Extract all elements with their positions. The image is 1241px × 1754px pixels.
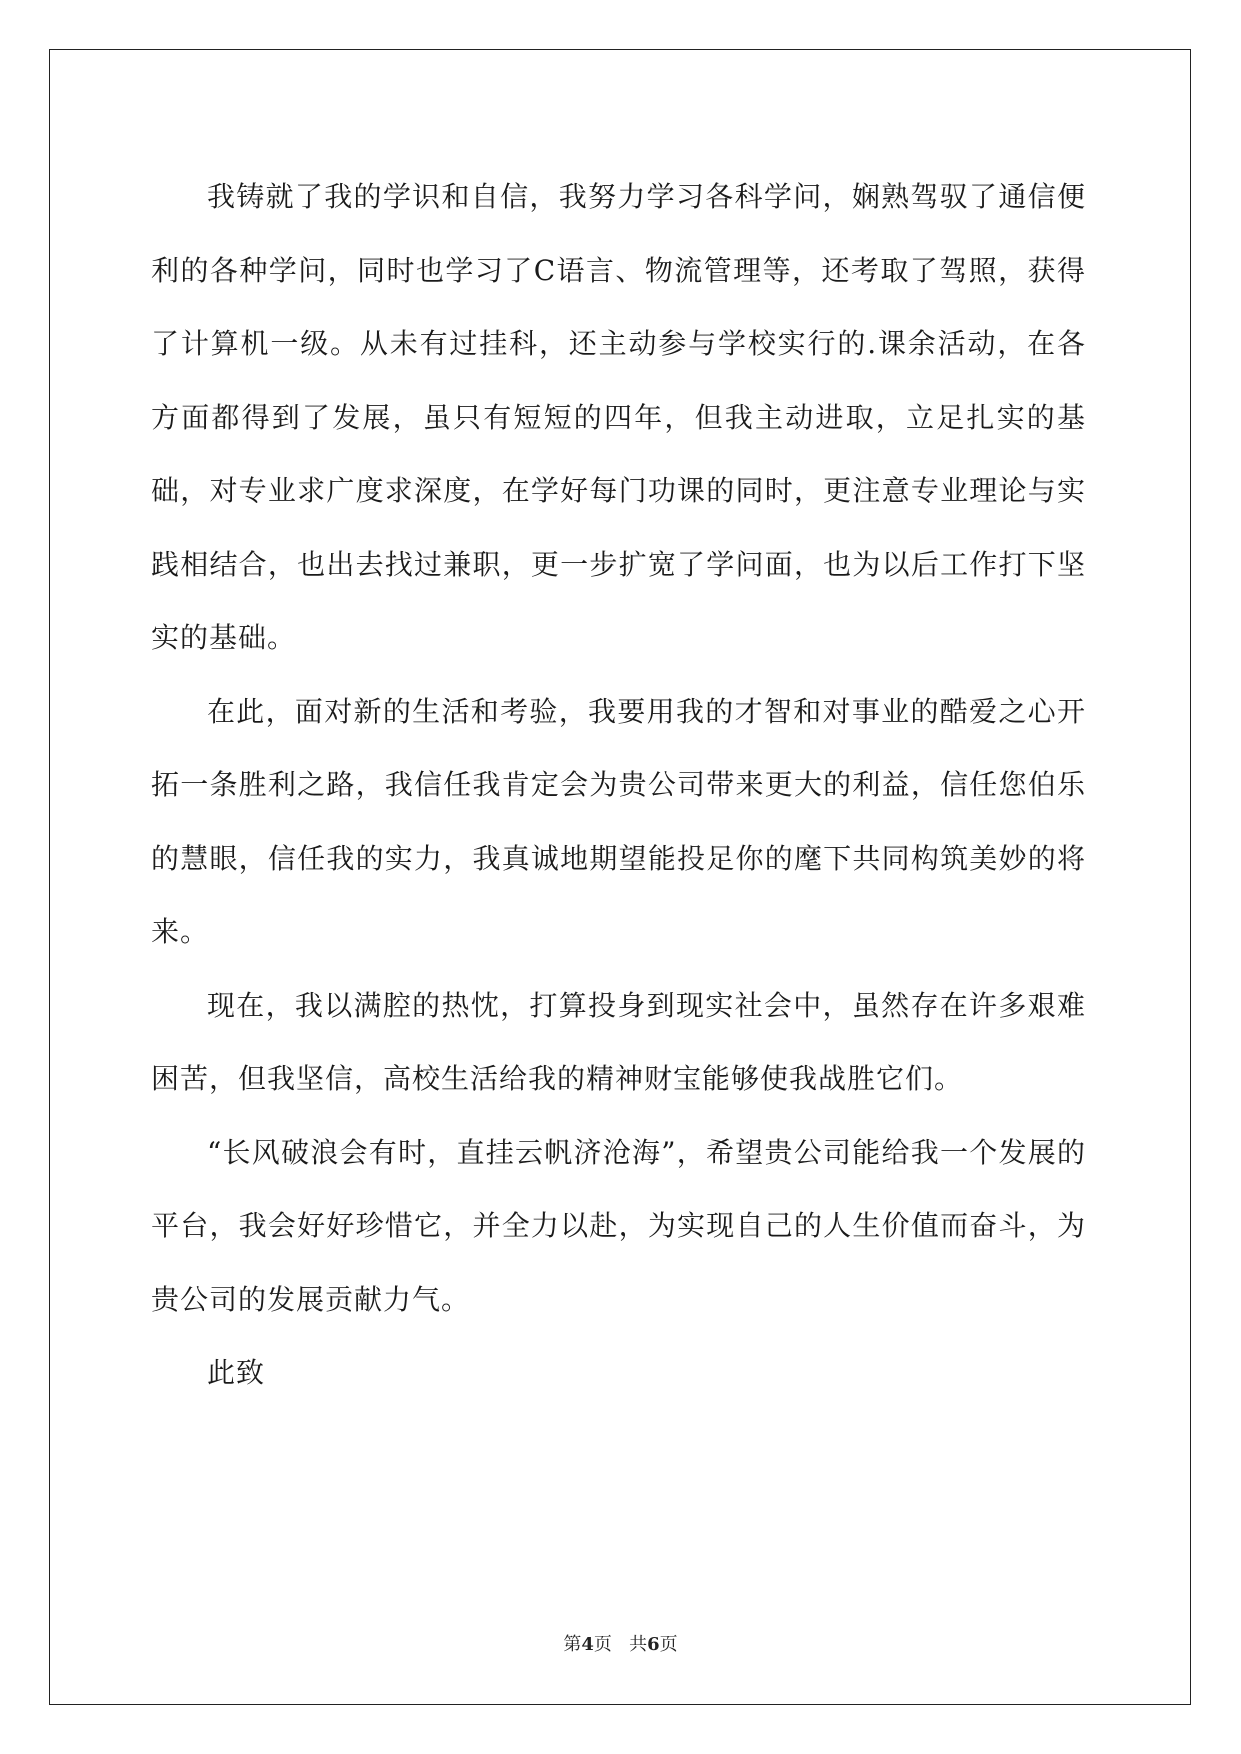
total-pages-number: 6 bbox=[647, 1634, 660, 1655]
footer-total-suffix: 页 bbox=[659, 1634, 678, 1655]
paragraph-2: 在此，面对新的生活和考验，我要用我的才智和对事业的酷爱之心开拓一条胜利之路，我信任我肯定会为贵公司带来更大的利益，信任您伯乐的慧眼，信任我的实力，我真诚地期望能投足你的麾下共同构筑美妙的将来。 bbox=[151, 694, 1086, 948]
footer-prefix: 第 bbox=[563, 1634, 582, 1655]
paragraph-4: “长风破浪会有时，直挂云帆济沧海”，希望贵公司能给我一个发展的平台，我会好好珍惜它，并全力以赴，为实现自己的人生价值而奋斗，为贵公司的发展贡献力气。 bbox=[151, 1135, 1086, 1316]
paragraph-1: 我铸就了我的学识和自信，我努力学习各科学问，娴熟驾驭了通信便利的各种学问，同时也学习了C语言、物流管理等，还考取了驾照，获得了计算机一级。从未有过挂科，还主动参与学校实行的.课余活动，在各方面都得到了发展，虽只有短短的四年，但我主动进取，立足扎实的基础，对专业求广度求深度，在学好每门功课的同时，更注意专业理论与实践相结合，也出去找过兼职，更一步扩宽了学问面，也为以后工作打下坚实的基础。 bbox=[151, 180, 1086, 654]
page-footer bbox=[0, 1630, 1241, 1656]
closing-salutation: 此致 bbox=[207, 1356, 266, 1389]
document-body bbox=[151, 160, 1086, 1410]
footer-total-prefix: 共 bbox=[629, 1634, 648, 1655]
footer-page-word: 页 bbox=[593, 1634, 612, 1655]
paragraph-3: 现在，我以满腔的热忱，打算投身到现实社会中，虽然存在许多艰难困苦，但我坚信，高校生活给我的精神财宝能够使我战胜它们。 bbox=[151, 988, 1086, 1095]
current-page-number: 4 bbox=[581, 1634, 594, 1655]
